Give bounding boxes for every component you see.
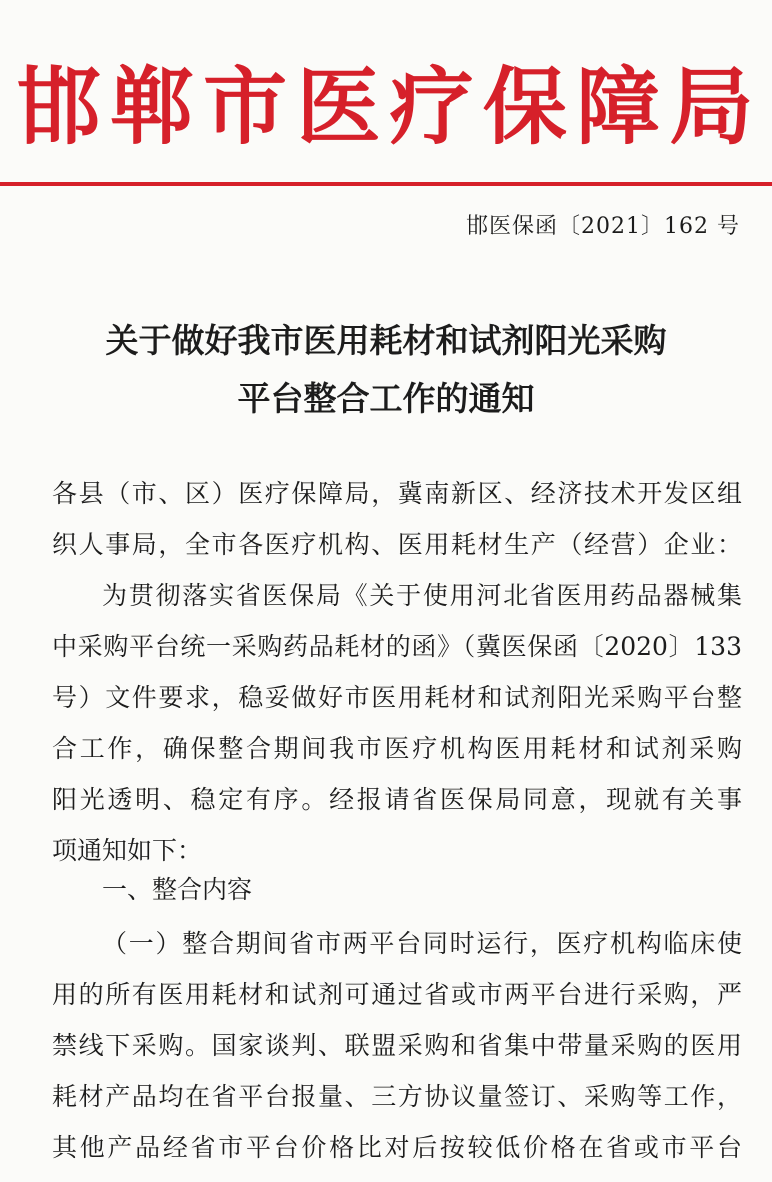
paragraph-2-line-1: （一）整合期间省市两平台同时运行，医疗机构临床使 bbox=[102, 929, 742, 958]
agency-char: 医 bbox=[296, 58, 381, 156]
paragraph-2-line-2: 用的所有医用耗材和试剂可通过省或市两平台进行采购，严 bbox=[52, 980, 742, 1009]
paragraph-1-line-3: 号）文件要求，稳妥做好市医用耗材和试剂阳光采购平台整 bbox=[52, 683, 742, 712]
agency-char: 市 bbox=[203, 58, 288, 156]
agency-char: 疗 bbox=[389, 58, 474, 156]
paragraph-1-line-6: 项通知如下： bbox=[52, 836, 203, 865]
addressee-line-1: 各县（市、区）医疗保障局，冀南新区、经济技术开发区组 bbox=[52, 479, 742, 508]
paragraph-1-line-1: 为贯彻落实省医保局《关于使用河北省医用药品器械集 bbox=[102, 581, 742, 610]
paragraph-2-line-4: 耗材产品均在省平台报量、三方协议量签订、采购等工作， bbox=[52, 1082, 742, 1111]
paragraph-1-line-2: 中采购平台统一采购药品耗材的函》（冀医保函〔2020〕133 bbox=[52, 632, 742, 661]
agency-char: 局 bbox=[669, 58, 754, 156]
agency-char: 保 bbox=[482, 58, 567, 156]
paragraph-2-line-3: 禁线下采购。国家谈判、联盟采购和省集中带量采购的医用 bbox=[52, 1031, 742, 1060]
paragraph-1-line-5: 阳光透明、稳定有序。经报请省医保局同意，现就有关事 bbox=[52, 785, 742, 814]
section-1-heading: 一、整合内容 bbox=[102, 875, 253, 904]
header-red-rule bbox=[0, 182, 772, 186]
agency-char: 郸 bbox=[109, 58, 194, 156]
agency-char: 邯 bbox=[16, 58, 101, 156]
document-title-line-2: 平台整合工作的通知 bbox=[237, 379, 535, 418]
agency-header bbox=[0, 52, 772, 162]
addressee-line-2: 织人事局，全市各医疗机构、医用耗材生产（经营）企业： bbox=[52, 530, 742, 559]
paragraph-2-line-5: 其他产品经省市平台价格比对后按较低价格在省或市平台 bbox=[52, 1133, 742, 1162]
document-title-line-1: 关于做好我市医用耗材和试剂阳光采购 bbox=[105, 321, 667, 360]
document-number: 邯医保函〔2021〕162 号 bbox=[466, 214, 740, 239]
agency-char: 障 bbox=[576, 58, 661, 156]
paragraph-1-line-4: 合工作，确保整合期间我市医疗机构医用耗材和试剂采购 bbox=[52, 734, 742, 763]
